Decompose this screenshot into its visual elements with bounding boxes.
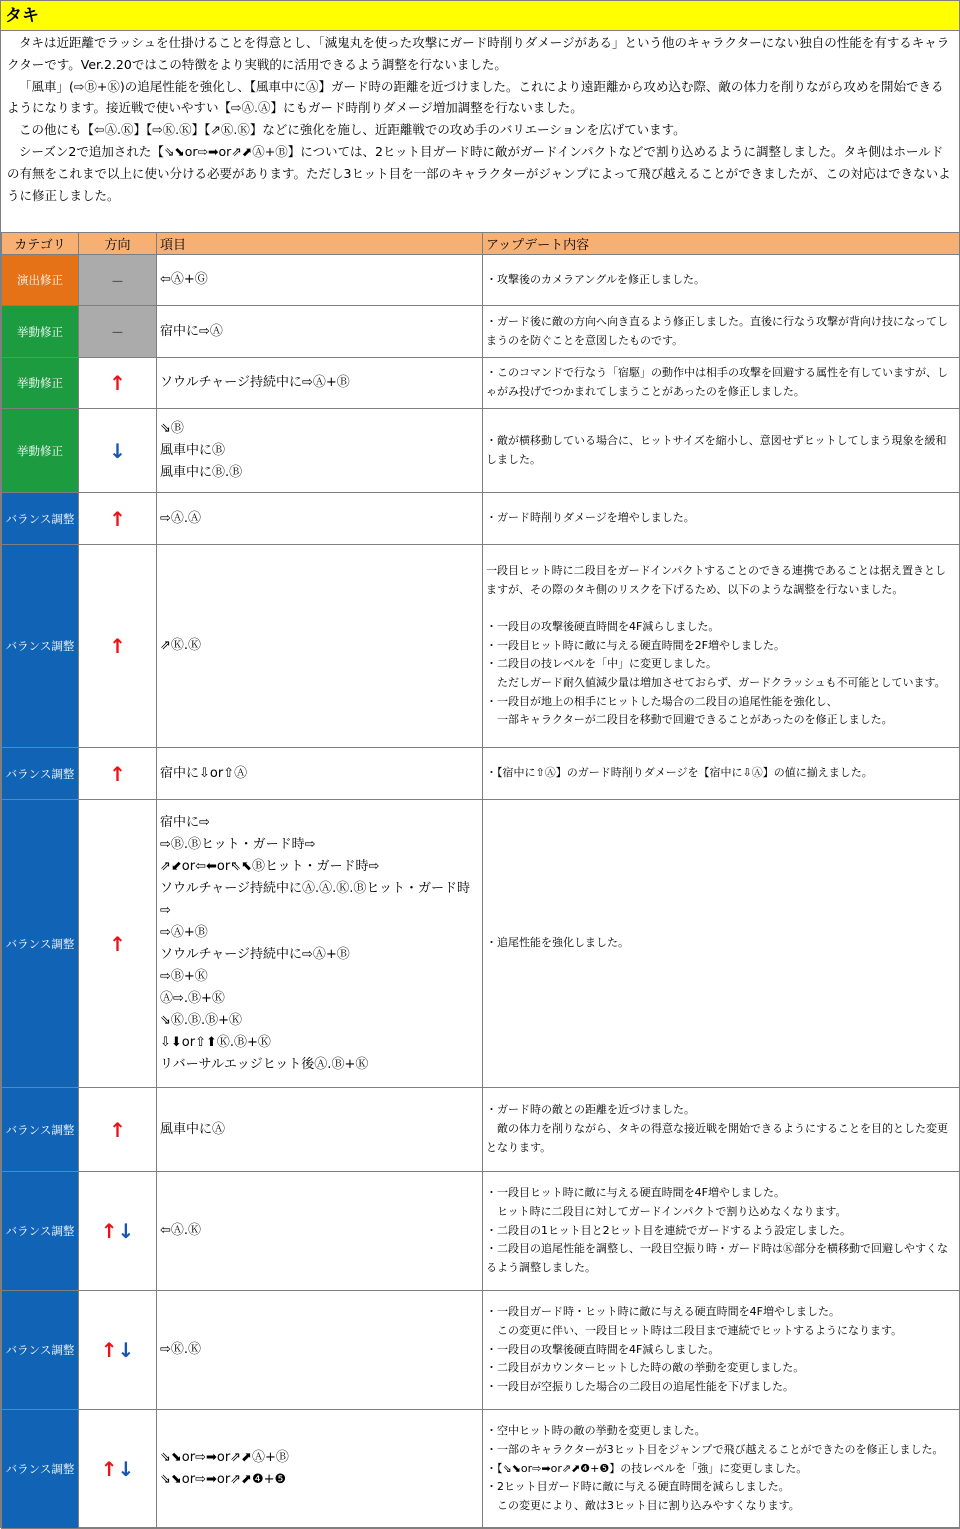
item-line: ⇘⬊or⇨➡or⇗⬈Ⓐ+Ⓑ <box>160 1450 289 1465</box>
update-table <box>1 232 960 1529</box>
table-row <box>2 493 960 545</box>
category-cell: バランス調整 <box>2 1410 79 1529</box>
table-row <box>2 255 960 306</box>
table-row <box>2 800 960 1088</box>
table-row <box>2 545 960 748</box>
item-cell <box>157 493 483 545</box>
arrow-down-icon: ↓ <box>109 438 126 463</box>
item-line: ⇦Ⓐ+Ⓖ <box>160 272 208 287</box>
direction-cell <box>79 1172 157 1291</box>
item-line: ⇗⬋or⇦⬅or⇖⬉Ⓑヒット・ガード時⇨ <box>160 858 380 874</box>
header-category: カテゴリ <box>2 233 79 255</box>
content-cell <box>483 1410 960 1529</box>
content-cell <box>483 1291 960 1410</box>
direction-cell <box>79 1088 157 1172</box>
content-line: ・一段目が地上の相手にヒットした場合の二段目の追尾性能を強化し、 <box>486 694 838 708</box>
item-line: ソウルチャージ持続中に⇨Ⓐ+Ⓑ <box>160 375 350 390</box>
content-line: ・二段目の技レベルを「中」に変更しました。 <box>486 657 717 671</box>
arrow-up-icon: ↑ <box>109 931 126 956</box>
direction-cell <box>79 748 157 800</box>
arrow-up-icon: ↑ <box>109 1117 126 1142</box>
table-row <box>2 1410 960 1529</box>
content-line: ・ガード時の敵との距離を近づけました。 <box>486 1103 695 1117</box>
item-line: 宿中に⇨Ⓐ <box>160 323 223 339</box>
item-line: ⇨Ⓐ.Ⓐ <box>160 510 202 526</box>
header-direction: 方向 <box>79 233 157 255</box>
item-line: 宿中に⇨ <box>160 814 210 830</box>
content-line <box>486 599 956 618</box>
category-cell: バランス調整 <box>2 1291 79 1410</box>
direction-cell <box>79 1291 157 1410</box>
content-line: ・ガード時削りダメージを増やしました。 <box>486 511 695 525</box>
arrow-down-icon: ↓ <box>117 1219 135 1243</box>
direction-cell: － <box>79 306 157 358</box>
item-cell <box>157 306 483 358</box>
item-line: ⇨Ⓑ+Ⓚ <box>160 968 208 984</box>
item-line: ソウルチャージ持続中にⒶ.Ⓐ.Ⓚ.Ⓑヒット・ガード時⇨ <box>160 880 470 918</box>
content-line: ヒット時に二段目に対してガードインパクトで割り込めなくなります。 <box>486 1204 847 1218</box>
content-cell <box>483 358 960 409</box>
arrow-down-icon: ↓ <box>117 1457 135 1481</box>
item-cell <box>157 748 483 800</box>
category-cell: バランス調整 <box>2 493 79 545</box>
item-line: 風車中にⒶ <box>160 1121 226 1137</box>
intro-paragraph: タキは近距離でラッシュを仕掛けることを得意とし、「滅鬼丸を使った攻撃にガード時削りダメージがある」という他のキャラクターにない独自の性能を有するキャラクターです。Ver.2.20ではこの特徴をより実戦的に活用できるよう調整を行ないました。 <box>7 35 950 72</box>
intro-text <box>1 31 959 231</box>
item-line: ⇘Ⓚ.Ⓑ.Ⓑ+Ⓚ <box>160 1012 243 1028</box>
content-line: ・一段目ヒット時に敵に与える硬直時間を2F増やしました。 <box>486 638 785 652</box>
arrow-up-icon: ↑ <box>109 506 126 531</box>
content-line: ・攻撃後のカメラアングルを修正しました。 <box>486 272 706 286</box>
direction-cell: － <box>79 255 157 306</box>
arrow-up-icon: ↑ <box>109 634 126 658</box>
direction-cell <box>79 545 157 748</box>
content-line: ・二段目の追尾性能を調整し、一段目空振り時・ガード時はⓀ部分を横移動で回避しやすくなるよう調整しました。 <box>486 1242 948 1275</box>
content-line: ・2ヒット目ガード時に敵に与える硬直時間を減らしました。 <box>486 1480 790 1494</box>
content-line: ・一段目が空振りした場合の二段目の追尾性能を下げました。 <box>486 1380 794 1394</box>
category-cell: 挙動修正 <box>2 306 79 358</box>
content-line: ・【⇘⬊or⇨➡or⇗⬈❹+❺】の技レベルを「強」に変更しました。 <box>486 1461 808 1475</box>
content-line: ・ガード後に敵の方向へ向き直るよう修正しました。直後に行なう攻撃が背向け技になってしまうのを防ぐことを意図したものです。 <box>486 314 948 347</box>
category-cell: 挙動修正 <box>2 409 79 493</box>
item-cell <box>157 545 483 748</box>
item-line: 宿中に⇩or⇧Ⓐ <box>160 765 248 781</box>
direction-cell <box>79 358 157 409</box>
table-body <box>2 255 960 1529</box>
content-line: ・敵が横移動している場合に、ヒットサイズを縮小し、意図せずヒットしてしまう現象を緩和しました。 <box>486 433 947 466</box>
item-cell <box>157 255 483 306</box>
item-line: ⇨Ⓑ.Ⓑヒット・ガード時⇨ <box>160 836 316 852</box>
table-row <box>2 358 960 409</box>
arrow-up-icon: ↑ <box>100 1219 118 1243</box>
content-line: ・空中ヒット時の敵の挙動を変更しました。 <box>486 1424 706 1438</box>
content-cell <box>483 493 960 545</box>
item-line: 風車中にⒷ <box>160 442 226 458</box>
content-line: この変更により、敵は3ヒット目に割り込みやすくなります。 <box>486 1499 800 1513</box>
content-line: ・一段目の攻撃後硬直時間を4F減らしました。 <box>486 1342 720 1356</box>
item-line: 風車中にⒷ.Ⓑ <box>160 464 243 480</box>
content-cell <box>483 800 960 1088</box>
content-line: この変更に伴い、一段目ヒット時は二段目まで連続でヒットするようになります。 <box>486 1323 903 1337</box>
item-line: ⇦Ⓐ.Ⓚ <box>160 1223 202 1238</box>
content-line: ・一段目の攻撃後硬直時間を4F減らしました。 <box>486 619 720 633</box>
intro-paragraph: この他にも【⇦Ⓐ.Ⓚ】【⇨Ⓚ.Ⓚ】【⇗Ⓚ.Ⓚ】などに強化を施し、近距離戦での攻め手のバリエーションを広げています。 <box>19 122 686 138</box>
content-line: ただしガード耐久値減少量は増加させておらず、ガードクラッシュも不可能としています。 <box>486 676 946 690</box>
item-cell <box>157 409 483 493</box>
arrow-up-icon: ↑ <box>109 761 126 786</box>
content-line: ・二段目の1ヒット目と2ヒット目を連続でガードするよう設定しました。 <box>486 1223 852 1237</box>
item-cell <box>157 1088 483 1172</box>
item-cell <box>157 800 483 1088</box>
arrow-up-icon: ↑ <box>109 371 126 395</box>
category-cell: バランス調整 <box>2 800 79 1088</box>
content-line: 一部キャラクターが二段目を移動で回避できることがあったのを修正しました。 <box>486 713 893 727</box>
category-cell: 挙動修正 <box>2 358 79 409</box>
table-row <box>2 409 960 493</box>
item-line: ⇨Ⓐ+Ⓑ <box>160 924 208 940</box>
item-line: ソウルチャージ持続中に⇨Ⓐ+Ⓑ <box>160 946 350 962</box>
table-row <box>2 748 960 800</box>
content-line: ・【宿中に⇧Ⓐ】のガード時削りダメージを【宿中に⇩Ⓐ】の値に揃えました。 <box>486 766 873 780</box>
category-cell: バランス調整 <box>2 1172 79 1291</box>
item-line: ⇨Ⓚ.Ⓚ <box>160 1342 202 1357</box>
content-line: ・二段目がカウンターヒットした時の敵の挙動を変更しました。 <box>486 1361 805 1375</box>
table-row <box>2 1172 960 1291</box>
item-line: ⇗Ⓚ.Ⓚ <box>160 638 202 653</box>
content-cell <box>483 255 960 306</box>
category-cell: バランス調整 <box>2 1088 79 1172</box>
content-line: ・このコマンドで行なう「宿駆」の動作中は相手の攻撃を回避する属性を有していますが、しゃがみ投げでつかまれてしまうことがあったのを修正しました。 <box>486 366 948 398</box>
table-row <box>2 306 960 358</box>
arrow-up-icon: ↑ <box>100 1457 118 1481</box>
item-cell <box>157 1172 483 1291</box>
content-cell <box>483 1088 960 1172</box>
item-cell <box>157 1291 483 1410</box>
item-line: Ⓐ⇨.Ⓑ+Ⓚ <box>160 990 225 1006</box>
content-line: ・一段目ガード時・ヒット時に敵に与える硬直時間を4F増やしました。 <box>486 1305 840 1319</box>
direction-cell <box>79 800 157 1088</box>
content-line: ・追尾性能を強化しました。 <box>486 936 629 950</box>
category-cell: バランス調整 <box>2 545 79 748</box>
intro-paragraph: 「風車」(⇨Ⓑ+Ⓚ)の追尾性能を強化し、【風車中にⒶ】ガード時の距離を近づけました。これにより遠距離から攻め込む際、敵の体力を削りながら攻めを開始できるようになります。接近戦で使いやすい【⇨Ⓐ.Ⓐ】にもガード時削りダメージ増加調整を行ないました。 <box>7 78 944 116</box>
content-cell <box>483 748 960 800</box>
header-content: アップデート内容 <box>483 233 960 255</box>
content-line: ・一部のキャラクターが3ヒット目をジャンプで飛び越えることができたのを修正しました。 <box>486 1442 944 1456</box>
direction-cell <box>79 409 157 493</box>
header-item: 項目 <box>157 233 483 255</box>
item-line: リバーサルエッジヒット後Ⓐ.Ⓑ+Ⓚ <box>160 1056 369 1072</box>
content-line: 一段目ヒット時に二段目をガードインパクトすることのできる連携であることは据え置きとしますが、その際のタキ側のリスクを下げるため、以下のような調整を行ないました。 <box>486 563 947 596</box>
content-cell <box>483 1172 960 1291</box>
category-cell: バランス調整 <box>2 748 79 800</box>
content-line: 敵の体力を削りながら、タキの得意な接近戦を開始できるようにすることを目的とした変更となります。 <box>486 1122 948 1154</box>
table-row <box>2 1088 960 1172</box>
arrow-up-icon: ↑ <box>100 1338 118 1362</box>
item-line: ⇘Ⓑ <box>160 420 184 436</box>
item-line: ⇘⬊or⇨➡or⇗⬈❹+❺ <box>160 1472 287 1487</box>
intro-paragraph: シーズン2で追加された【⇘⬊or⇨➡or⇗⬈Ⓐ+Ⓑ】については、2ヒット目ガード時に敵がガードインパクトなどで割り込めるように調整しました。タキ側はホールドの有無をこれまで以上に使い分ける必要があります。ただし3ヒット目を一部のキャラクターがジャンプによって飛び越えることができましたが、この対応はできないように修正しました。 <box>7 143 951 203</box>
table-row <box>2 1291 960 1410</box>
content-cell <box>483 409 960 493</box>
content-line: ・一段目ヒット時に敵に与える硬直時間を4F増やしました。 <box>486 1186 785 1200</box>
content-cell <box>483 545 960 748</box>
direction-cell <box>79 493 157 545</box>
item-cell <box>157 1410 483 1529</box>
direction-cell <box>79 1410 157 1529</box>
item-line: ⇩⬇or⇧⬆Ⓚ.Ⓑ+Ⓚ <box>160 1034 271 1050</box>
content-cell <box>483 306 960 358</box>
category-cell: 演出修正 <box>2 255 79 306</box>
arrow-down-icon: ↓ <box>117 1338 135 1362</box>
item-cell <box>157 358 483 409</box>
page-title: タキ <box>1 1 959 31</box>
table-header-row <box>2 233 960 255</box>
